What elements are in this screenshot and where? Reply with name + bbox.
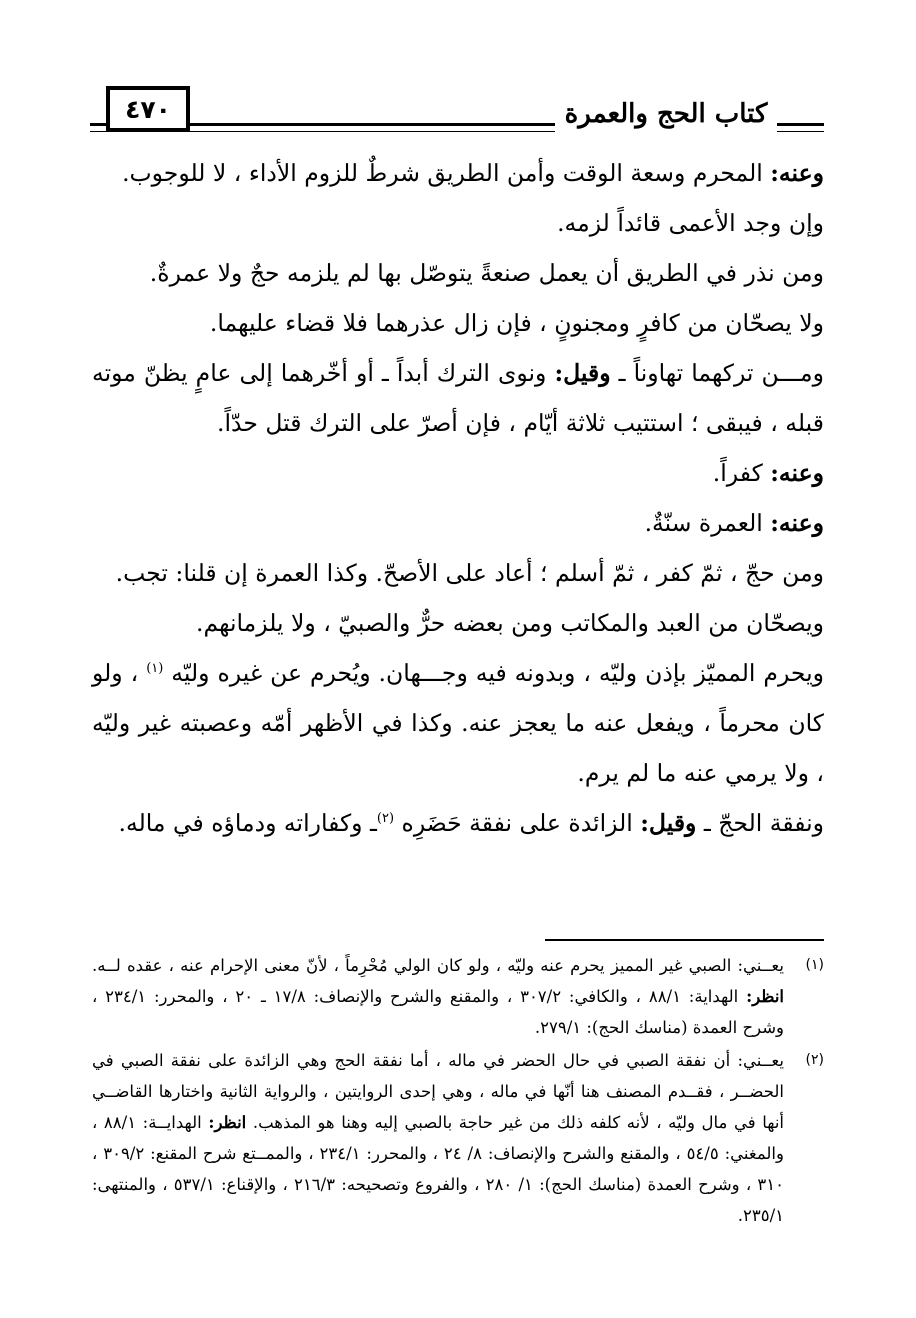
paragraph-6 xyxy=(92,448,824,498)
paragraph-5-label: وقيل: xyxy=(554,359,611,387)
paragraph-11-before: ونفقة الحجّ ـ xyxy=(696,809,824,837)
footnote-ref-1[interactable]: (١) xyxy=(146,661,164,676)
footnote-ref-2[interactable]: (٢) xyxy=(376,811,395,826)
paragraph-10-after: ، ولو كان محرماً ، ويفعل عنه ما يعجز عنه. وكذا في الأظهر أمّه وعصبته غير وليّه ، ولا يرمي عنه ما لم يرم. xyxy=(92,659,824,787)
footnotes xyxy=(92,950,824,1231)
footnote-2-after: الهدايــة: ٨٨/١ ، والمغني: ٥٤/٥ ، والمقنع والشرح والإنصاف: ٨/ ٢٤ ، والمحرر: ٢٣٤/١ ، والممــتع شرح المقنع: ٣٠٩/٢ ، ٣١٠ ، وشرح العمدة (مناسك الحج): ١/ ٢٨٠ ، والفروع وتصحيحه: ٢١٦/٣ ، والإقناع: ٥٣٧/١ ، والمنتهى: ٢٣٥/١. xyxy=(92,1113,784,1225)
paragraph-6-text: كفراً. xyxy=(712,459,771,487)
paragraph-3: ومن نذر في الطريق أن يعمل صنعةً يتوصّل بها لم يلزمه حجٌ ولا عمرةٌ. xyxy=(149,259,824,287)
footnote-2 xyxy=(92,1045,824,1231)
paragraph-5 xyxy=(92,348,824,448)
paragraph-1-label: وعنه: xyxy=(770,159,824,187)
paragraph-1-text: المحرم وسعة الوقت وأمن الطريق شرطٌ للزوم الأداء ، لا للوجوب. xyxy=(122,159,771,187)
footnote-1 xyxy=(92,950,824,1043)
paragraph-11-label: وقيل: xyxy=(640,809,697,837)
paragraph-10-before: ويحرم المميّز بإذن وليّه ، وبدونه فيه وجـــهان. ويُحرم عن غيره وليّه xyxy=(163,659,824,687)
paragraph-4: ولا يصحّان من كافرٍ ومجنونٍ ، فإن زال عذرهما فلا قضاء عليهما. xyxy=(209,309,824,337)
paragraph-5-after: ونوى الترك أبداً ـ أو أخّرهما إلى عامٍ يظنّ موته قبله ، فيبقى ؛ استتيب ثلاثة أيّام ، فإن أصرّ على الترك قتل حدّاً. xyxy=(92,359,824,437)
paragraph-11-middle: الزائدة على نفقة حَضَرِه xyxy=(394,809,641,837)
paragraph-7-text: العمرة سنّةٌ. xyxy=(644,509,771,537)
footnote-2-text xyxy=(92,1045,784,1231)
paragraph-8: ومن حجّ ، ثمّ كفر ، ثمّ أسلم ؛ أعاد على الأصحّ. وكذا العمرة إن قلنا: تجب. xyxy=(115,559,824,587)
running-header-title: كتاب الحج والعمرة xyxy=(555,96,777,132)
page-number: ٤٧٠ xyxy=(125,94,171,124)
footnote-2-before: يعــني: أن نفقة الصبي في حال الحضر في ماله ، أما نفقة الحج وهي الزائدة على نفقة الصبي في الحضــر ، فقــدم المصنف هنا أنّها في ماله ، وهي إحدى الروايتين ، والرواية الثانية واختارها القاضــي أنها في مال وليّه ، لأنه كلفه ذلك من غير حاجة بالصبي إليه وهنا هو المذهب. xyxy=(92,1051,784,1132)
footnote-separator xyxy=(545,939,824,941)
paragraph-7 xyxy=(92,498,824,548)
footnote-1-label: انظر: xyxy=(746,987,785,1006)
footnote-1-before: يعــني: الصبي غير المميز يحرم عنه وليّه ، ولو كان الولي مُحْرِماً ، لأنّ معنى الإحرام عنه ، عقده لــه. xyxy=(92,956,784,975)
footnote-1-text xyxy=(92,950,784,1043)
main-text xyxy=(92,148,824,848)
paragraph-11 xyxy=(92,798,824,848)
paragraph-5-before: ومـــن تركهما تهاوناً ـ xyxy=(610,359,824,387)
footnote-2-label: انظر: xyxy=(208,1113,247,1132)
paragraph-6-label: وعنه: xyxy=(770,459,824,487)
paragraph-10 xyxy=(92,648,824,798)
paragraph-11-after: ـ وكفاراته ودماؤه في ماله. xyxy=(118,809,377,837)
paragraph-7-label: وعنه: xyxy=(770,509,824,537)
paragraph-9: ويصحّان من العبد والمكاتب ومن بعضه حرٌّ والصبيّ ، ولا يلزمانهم. xyxy=(196,609,824,637)
page-number-box xyxy=(106,86,190,132)
paragraph-2: وإن وجد الأعمى قائداً لزمه. xyxy=(557,209,824,237)
footnote-2-number: (٢) xyxy=(805,1052,824,1068)
footnote-1-after: الهداية: ٨٨/١ ، والكافي: ٣٠٧/٢ ، والمقنع والشرح والإنصاف: ١٧/٨ ـ ٢٠ ، والمحرر: ٢٣٤/١ ، وشرح العمدة (مناسك الحج): ٢٧٩/١. xyxy=(92,987,784,1037)
paragraph-1 xyxy=(92,148,824,198)
footnote-1-number: (١) xyxy=(805,957,824,973)
